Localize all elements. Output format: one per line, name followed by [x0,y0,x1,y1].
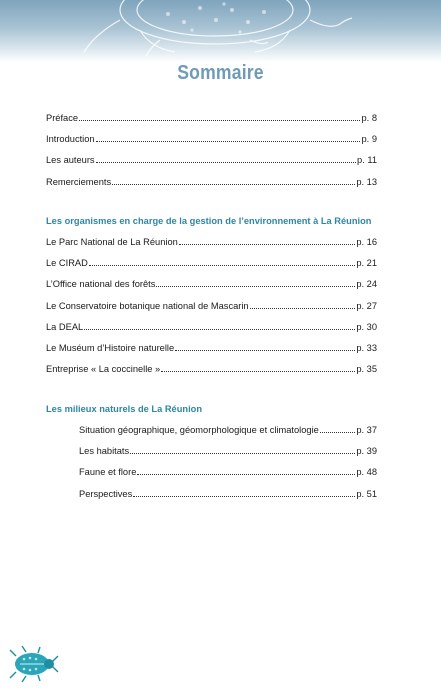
leader-dots [79,112,360,121]
toc-entry-page: p. 13 [356,176,377,187]
leader-dots [161,363,355,372]
toc-entry-label: Le Muséum d’Histoire naturelle [46,342,175,353]
toc-general [46,112,377,197]
toc-entry[interactable] [79,445,377,466]
leader-dots [96,154,356,163]
toc-entry-label: L’Office national des forêts [46,279,156,290]
toc-entry-page: p. 39 [356,446,377,457]
leader-dots [96,133,361,142]
toc-entry[interactable] [46,321,377,342]
toc-entry-label: Préface [46,113,79,123]
toc-entry[interactable] [46,133,377,154]
toc-entry[interactable] [46,236,377,257]
leader-dots [130,445,355,454]
toc-entry-label: Introduction [46,134,95,145]
toc-milieux [46,403,377,509]
toc-entry-label: Le Conservatoire botanique national de Mascarin [46,300,249,311]
toc-entry-label: Perspectives [79,488,133,499]
toc-entry[interactable] [46,300,377,321]
toc-entry-label: Le Parc National de La Réunion [46,237,178,247]
leader-dots [137,466,355,475]
toc-entry-page: p. 33 [356,342,377,353]
toc-entry-page: p. 16 [356,237,377,247]
leader-dots [89,257,355,266]
leader-dots [84,321,355,330]
toc-entry[interactable] [79,424,377,445]
toc-entry[interactable] [46,112,377,133]
header-band [0,0,441,62]
toc-entry-page: p. 9 [361,134,377,145]
leader-dots [320,424,355,433]
toc-entry-label: Les auteurs [46,155,95,166]
toc-entry-page: p. 21 [356,258,377,269]
toc-entry-label: Faune et flore [79,467,137,478]
toc-entry-page: p. 8 [361,113,377,123]
toc-entry-label: Entreprise « La coccinelle » [46,364,161,375]
toc-entry-page: p. 24 [356,279,377,290]
leader-dots [250,300,356,309]
toc-entry[interactable] [46,257,377,278]
toc-entry[interactable] [46,154,377,175]
toc-entry[interactable] [46,176,377,197]
toc-entry-page: p. 30 [356,321,377,332]
toc-entry-label: Remerciements [46,176,112,187]
toc-entry[interactable] [46,278,377,299]
page-title: Sommaire [177,62,264,84]
toc-entry-page: p. 37 [356,425,377,435]
toc-entry[interactable] [79,466,377,487]
toc-entry-page: p. 11 [357,155,377,166]
toc-entry-label: La DEAL [46,321,84,332]
toc-entry-page: p. 51 [356,488,377,499]
toc-entry-page: p. 35 [356,364,377,375]
toc-entry-label: Les habitats [79,446,130,457]
toc-entry-page: p. 27 [356,300,377,311]
toc-entry[interactable] [46,342,377,363]
toc-entry[interactable] [79,488,377,509]
leader-dots [156,278,355,287]
section-heading: Les organismes en charge de la gestion de l’environnement à La Réunion [46,216,372,226]
leader-dots [133,488,355,497]
toc-organismes [46,215,377,384]
leader-dots [112,176,355,185]
toc-entry-label: Situation géographique, géomorphologique et climatologie [79,425,319,435]
toc-entry-label: Le CIRAD [46,258,88,269]
leader-dots [179,236,356,245]
beetle-corner-icon [8,644,60,689]
section-heading: Les milieux naturels de La Réunion [46,404,203,414]
beetle-illustration-icon [0,0,441,62]
leader-dots [175,342,355,351]
toc-entry-page: p. 48 [356,467,377,478]
toc-entry[interactable] [46,363,377,384]
